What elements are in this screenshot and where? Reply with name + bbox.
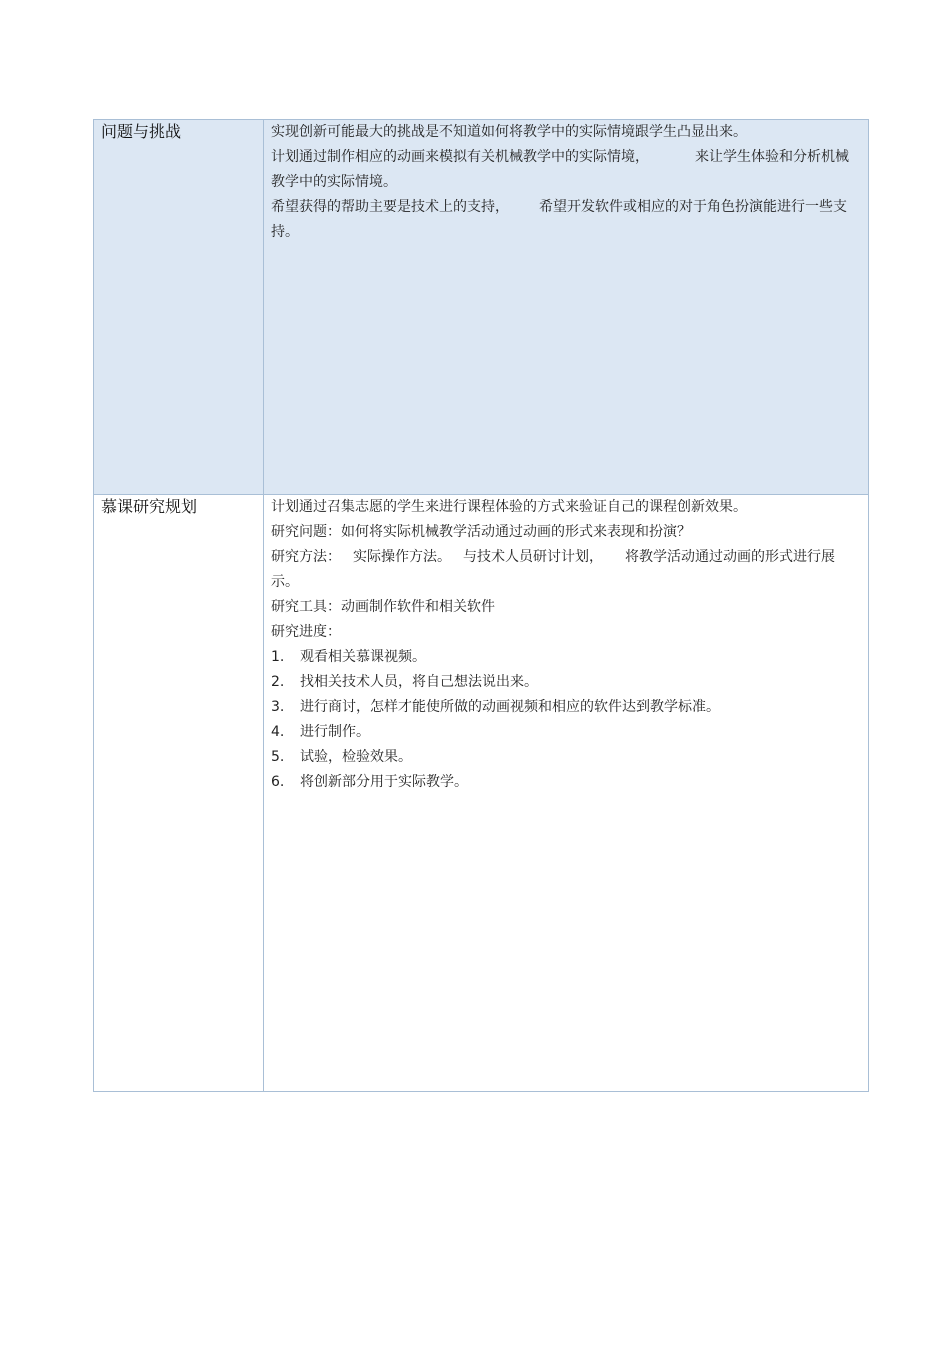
plan-method — [271, 545, 858, 595]
plan-method-d: 将教学活动通过动画的形式进行展示。 — [271, 549, 835, 590]
list-item — [271, 670, 858, 695]
step-text: 进行制作。 — [300, 724, 370, 740]
challenge-line-2 — [271, 145, 858, 195]
plan-content — [264, 495, 869, 1092]
step-number: 4. — [271, 724, 285, 740]
challenge-line-3 — [271, 195, 858, 245]
list-item — [271, 720, 858, 745]
challenge-line-3b: 希望开发软件或相应的对于角色扮演能进行一些支持。 — [271, 199, 847, 240]
plan-tools: 研究工具：动画制作软件和相关软件 — [271, 599, 495, 615]
challenge-line-1: 实现创新可能最大的挑战是不知道如何将教学中的实际情境跟学生凸显出来。 — [271, 124, 747, 140]
list-item — [271, 645, 858, 670]
step-text: 将创新部分用于实际教学。 — [300, 774, 468, 790]
step-number: 3. — [271, 699, 285, 715]
list-item — [271, 745, 858, 770]
step-text: 观看相关慕课视频。 — [300, 649, 426, 665]
step-text: 进行商讨，怎样才能使所做的动画视频和相应的软件达到教学标准。 — [300, 699, 720, 715]
challenge-row — [94, 120, 869, 495]
step-number: 5. — [271, 749, 285, 765]
step-text: 找相关技术人员，将自己想法说出来。 — [300, 674, 538, 690]
plan-question: 研究问题：如何将实际机械教学活动通过动画的形式来表现和扮演？ — [271, 524, 691, 540]
challenge-line-3a: 希望获得的帮助主要是技术上的支持， — [271, 199, 509, 215]
plan-intro: 计划通过召集志愿的学生来进行课程体验的方式来验证自己的课程创新效果。 — [271, 499, 747, 515]
step-number: 1. — [271, 649, 285, 665]
challenge-line-2b: 来让学生体验和分析机械教学中的实际情境。 — [271, 149, 849, 190]
challenge-line-2a: 计划通过制作相应的动画来模拟有关机械教学中的实际情境， — [271, 149, 649, 165]
step-number: 2. — [271, 674, 285, 690]
step-text: 试验，检验效果。 — [300, 749, 412, 765]
plan-row — [94, 495, 869, 1092]
plan-method-b: 实际操作方法。 — [353, 549, 451, 565]
list-item — [271, 695, 858, 720]
plan-label: 慕课研究规划 — [94, 495, 264, 1092]
list-item — [271, 770, 858, 795]
challenge-content — [264, 120, 869, 495]
document-table — [93, 119, 869, 1092]
plan-method-c: 与技术人员研讨计划， — [463, 549, 603, 565]
progress-steps-list — [271, 645, 858, 795]
plan-method-a: 研究方法： — [271, 549, 341, 565]
challenge-label: 问题与挑战 — [94, 120, 264, 495]
plan-progress-label: 研究进度： — [271, 624, 341, 640]
step-number: 6. — [271, 774, 285, 790]
